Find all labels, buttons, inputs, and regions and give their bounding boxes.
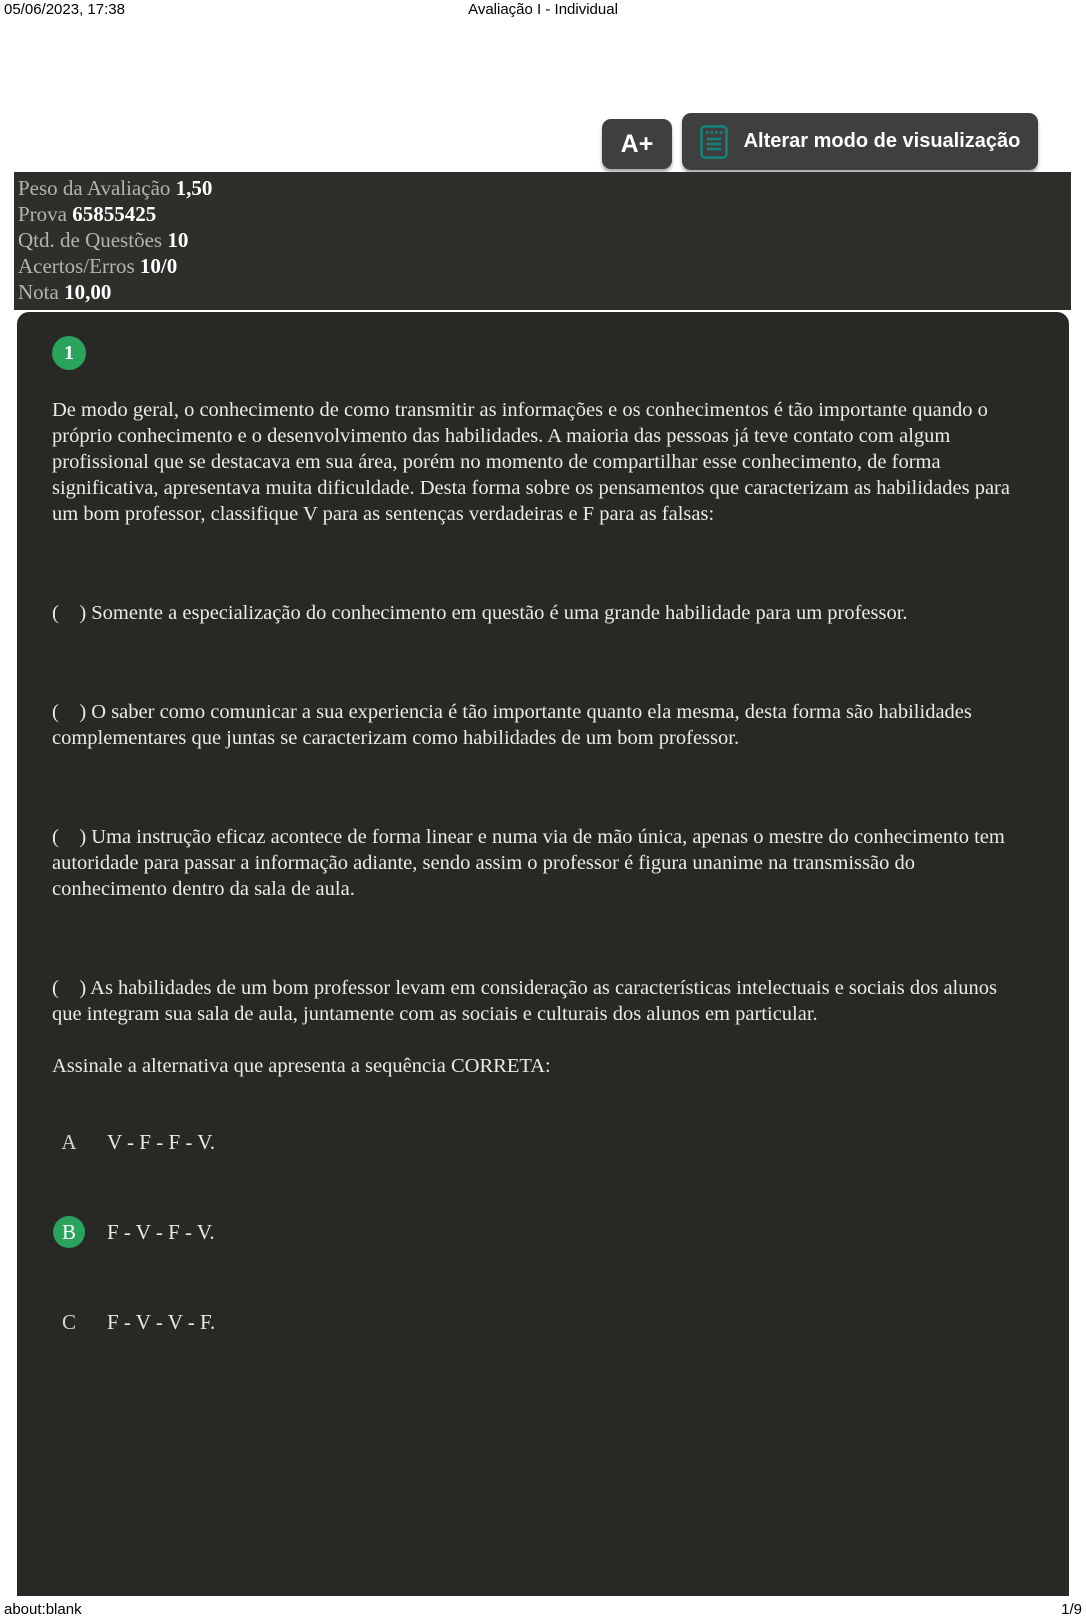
option-letter: C bbox=[61, 1310, 76, 1334]
answer-options bbox=[52, 1125, 1014, 1339]
summary-row bbox=[18, 253, 1071, 279]
toolbar bbox=[0, 113, 1040, 170]
summary-row bbox=[18, 175, 1071, 201]
summary-label: Acertos/Erros bbox=[18, 254, 135, 278]
question-prompt: Assinale a alternativa que apresenta a sequência CORRETA: bbox=[52, 1055, 551, 1077]
option-text: F - V - F - V. bbox=[107, 1220, 215, 1244]
answer-option-b[interactable] bbox=[52, 1215, 1014, 1249]
summary-label: Qtd. de Questões bbox=[18, 228, 163, 252]
print-datetime: 05/06/2023, 17:38 bbox=[4, 1, 125, 18]
statement-3: ( ) Uma instrução eficaz acontece de forma linear e numa via de mão única, apenas o mestre do conhecimento tem autoridade para passar a informação adiante, sendo assim o professor é figura unanime na transmissão do conhecimento dentro da sala de aula. bbox=[52, 826, 1010, 900]
option-text: F - V - V - F. bbox=[107, 1310, 216, 1334]
summary-value: 10/0 bbox=[139, 254, 178, 278]
summary-row bbox=[18, 201, 1071, 227]
reader-mode-icon bbox=[700, 125, 728, 159]
print-title: Avaliação I - Individual bbox=[468, 1, 618, 18]
summary-value: 10 bbox=[167, 228, 189, 252]
summary-value: 10,00 bbox=[64, 280, 112, 304]
option-text: V - F - F - V. bbox=[107, 1130, 215, 1154]
answer-option-a[interactable] bbox=[52, 1125, 1014, 1159]
summary-row bbox=[18, 279, 1071, 305]
summary-label: Nota bbox=[18, 280, 59, 304]
print-page-number: 1/9 bbox=[1061, 1601, 1082, 1618]
question-number-badge: 1 bbox=[52, 336, 86, 370]
exam-summary-panel bbox=[14, 172, 1071, 310]
summary-label: Peso da Avaliação bbox=[18, 176, 171, 200]
print-footer bbox=[0, 1599, 1086, 1621]
summary-label: Prova bbox=[18, 202, 67, 226]
summary-value: 65855425 bbox=[72, 202, 157, 226]
statement-1: ( ) Somente a especialização do conhecimento em questão é uma grande habilidade para um professor. bbox=[52, 602, 908, 624]
print-url: about:blank bbox=[4, 1601, 82, 1618]
summary-value: 1,50 bbox=[175, 176, 213, 200]
font-increase-button[interactable]: A+ bbox=[602, 119, 672, 169]
statement-2: ( ) O saber como comunicar a sua experiencia é tão importante quanto ela mesma, desta forma são habilidades complementares que juntas se caracterizam como habilidades de um bom professor. bbox=[52, 701, 977, 749]
option-letter: A bbox=[61, 1130, 77, 1154]
change-view-mode-button[interactable] bbox=[682, 113, 1038, 170]
option-letter: B bbox=[53, 1216, 85, 1248]
change-view-mode-label: Alterar modo de visualização bbox=[743, 130, 1021, 152]
print-header bbox=[0, 0, 1086, 20]
question-card bbox=[17, 312, 1069, 1596]
question-text: De modo geral, o conhecimento de como transmitir as informações e os conhecimentos é tão importante quando o próprio conhecimento e o desenvolvimento das habilidades. A maioria das pessoas já teve contato com algum profissional que se destacava em sua área, porém no momento de compartilhar esse conhecimento, de forma significativa, apresentava muita dificuldade. Desta forma sobre os pensamentos que caracterizam as habilidades para um bom professor, classifique V para as sentenças verdadeiras e F para as falsas: bbox=[52, 399, 1010, 525]
statement-4: ( ) As habilidades de um bom professor levam em consideração as características intelectuais e sociais dos alunos que integram sua sala de aula, juntamente com as sociais e culturais dos alunos em particular. bbox=[52, 977, 1003, 1025]
summary-row bbox=[18, 227, 1071, 253]
answer-option-c[interactable] bbox=[52, 1305, 1014, 1339]
